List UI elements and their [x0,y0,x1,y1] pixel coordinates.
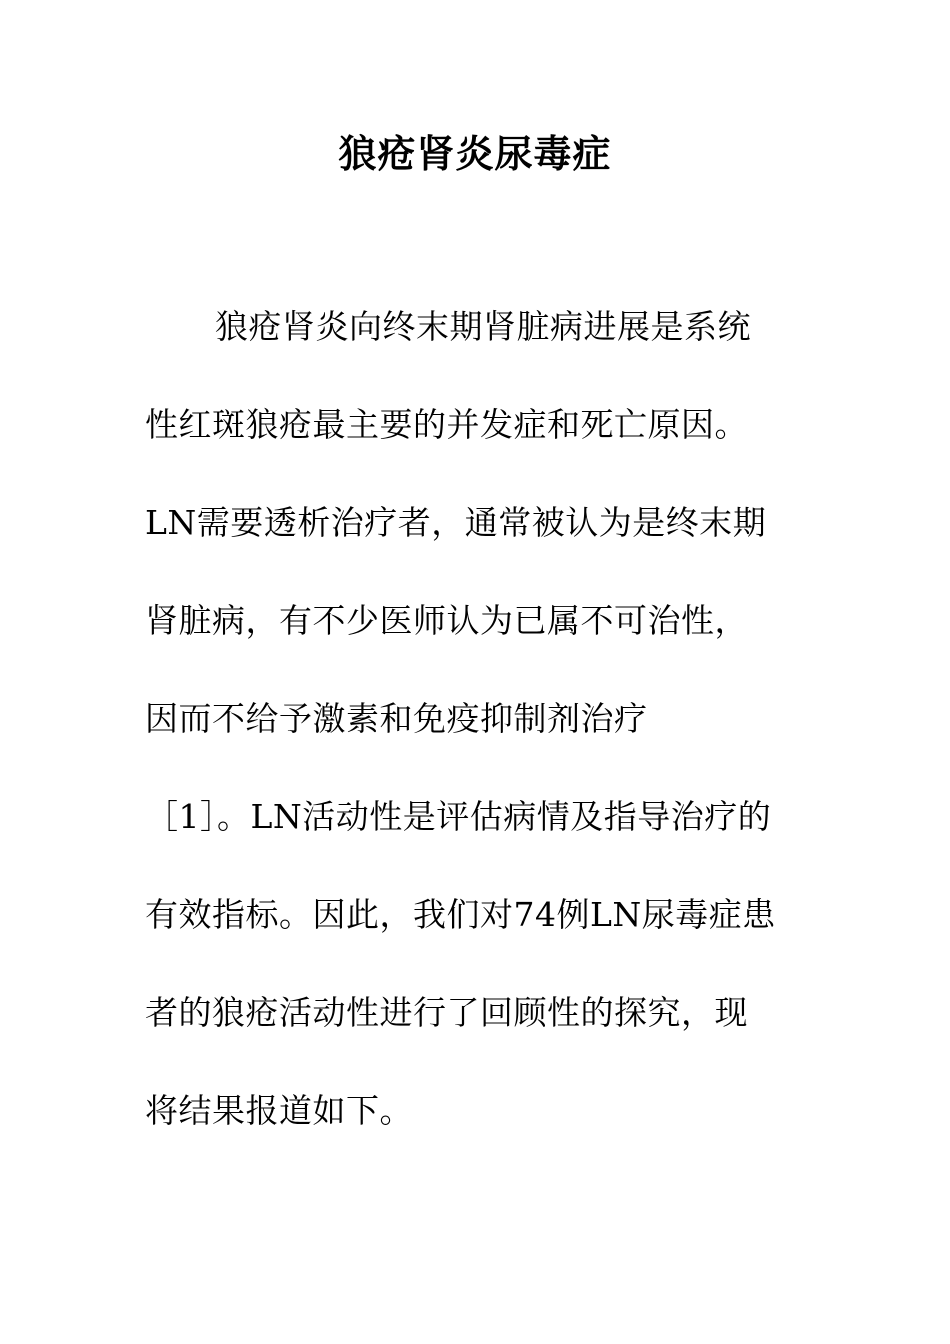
paragraph-line: ［1］。LN活动性是评估病情及指导治疗的 [145,797,772,836]
paragraph-line: 狼疮肾炎向终末期肾脏病进展是系统 [215,307,751,346]
paragraph-line: 将结果报道如下。 [145,1091,413,1130]
paragraph-line: 有效指标。因此，我们对74例LN尿毒症患 [145,895,776,934]
paragraph-line: 因而不给予激素和免疫抑制剂治疗 [145,699,648,738]
paragraph-line: 肾脏病，有不少医师认为已属不可治性， [145,601,748,640]
paragraph-line: 性红斑狼疮最主要的并发症和死亡原因。 [145,405,748,444]
document-body [145,300,815,1182]
paragraph-line: 者的狼疮活动性进行了回顾性的探究，现 [145,993,748,1032]
paragraph-line: LN需要透析治疗者，通常被认为是终末期 [145,503,767,542]
document-title: 狼疮肾炎尿毒症 [338,132,612,176]
